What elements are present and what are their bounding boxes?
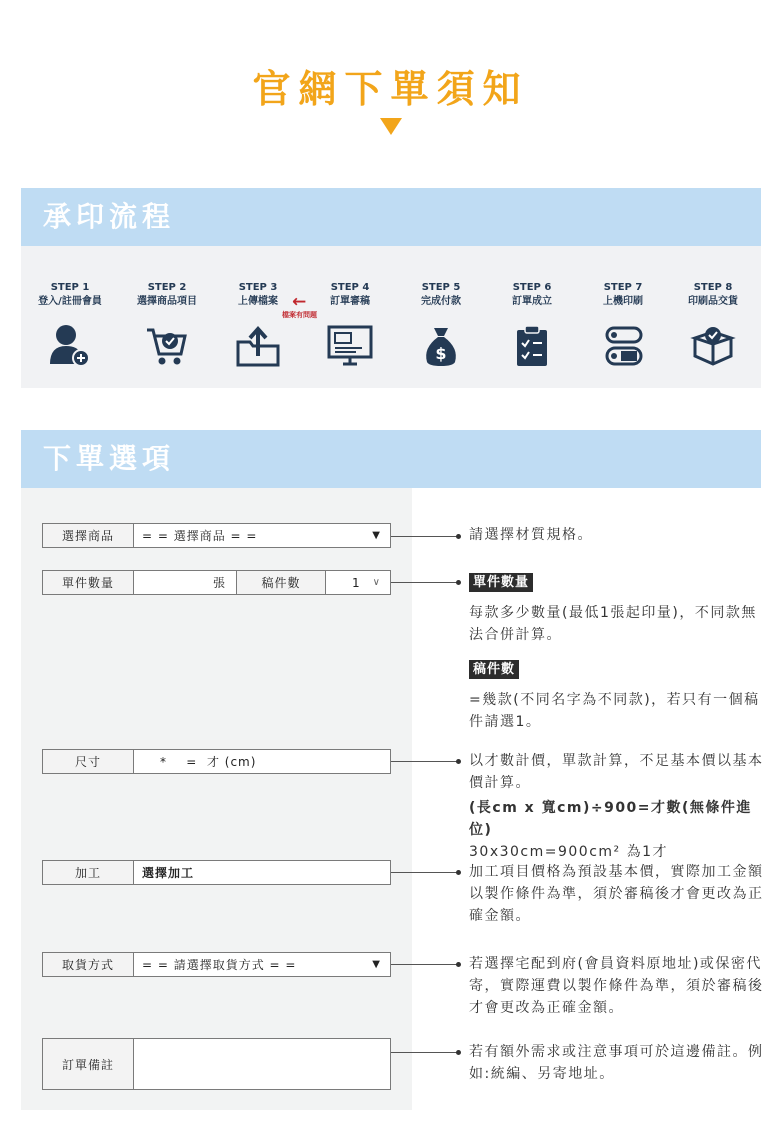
material-note: 請選擇材質規格。 xyxy=(469,527,593,543)
material-label: 選擇商品 xyxy=(43,524,134,547)
count-select[interactable] xyxy=(326,571,390,594)
processing-select[interactable] xyxy=(42,860,391,885)
size-note: 以才數計價，單款計算，不足基本價以基本價計算。 (長cm x 寬cm)÷900=才數(無條件進位) 30x30cm=900cm² 為1才 xyxy=(469,750,764,863)
chevron-down-icon: ∨ xyxy=(372,577,381,588)
processing-value[interactable]: 選擇加工 xyxy=(142,866,195,880)
user-add-icon xyxy=(46,324,94,368)
size-formula: (長cm x 寬cm)÷900=才數(無條件進位) xyxy=(469,800,752,838)
count-value: 1 xyxy=(352,575,361,590)
clipboard-check-icon xyxy=(508,324,556,368)
delivery-label: 取貨方式 xyxy=(43,953,134,976)
size-row xyxy=(42,749,391,774)
step-5: STEP 5 完成付款 $ xyxy=(395,282,487,368)
quantity-note xyxy=(469,571,764,733)
size-label: 尺寸 xyxy=(43,750,134,773)
options-heading: 下單選項 xyxy=(21,430,761,488)
back-arrow-icon: ← xyxy=(292,292,307,312)
cart-check-icon xyxy=(143,324,191,368)
step-1: STEP 1 登入/註冊會員 xyxy=(24,282,116,368)
step-8: STEP 8 印刷品交貨 xyxy=(667,282,759,368)
processing-note: 加工項目價格為預設基本價，實際加工金額以製作條件為準，須於審稿後才會更改為正確金額。 xyxy=(469,864,764,924)
quantity-tag: 單件數量 xyxy=(469,573,533,592)
step-3: STEP 3 上傳檔案 xyxy=(212,282,304,368)
quantity-unit: 張 xyxy=(212,576,226,590)
material-value: = = 選擇商品 = = xyxy=(142,529,258,543)
quantity-desc: 每款多少數量(最低1張起印量)，不同款無法合併計算。 xyxy=(469,605,757,643)
down-arrow-icon xyxy=(380,118,402,135)
step-4: STEP 4 訂單審稿 xyxy=(304,282,396,368)
size-input[interactable]: * = 才 (cm) xyxy=(160,755,257,769)
delivery-select[interactable] xyxy=(42,952,391,977)
box-delivery-icon xyxy=(689,324,737,368)
delivery-note: 若選擇宅配到府(會員資料原地址)或保密代寄，實際運費以製作條件為準，須於審稿後才會更改為正確金額。 xyxy=(469,956,764,1016)
step-2: STEP 2 選擇商品項目 xyxy=(121,282,213,368)
money-bag-icon xyxy=(417,324,465,368)
quantity-row xyxy=(42,570,391,595)
dropdown-caret-icon: ▼ xyxy=(372,959,381,970)
material-select[interactable] xyxy=(42,523,391,548)
process-heading: 承印流程 xyxy=(21,188,761,246)
remark-note: 若有額外需求或注意事項可於這邊備註。例如:統編、另寄地址。 xyxy=(469,1044,764,1082)
count-tag: 稿件數 xyxy=(469,660,519,679)
dropdown-caret-icon: ▼ xyxy=(372,530,381,541)
quantity-input[interactable] xyxy=(134,571,237,594)
upload-folder-icon xyxy=(234,324,282,368)
printer-roll-icon xyxy=(599,324,647,368)
monitor-review-icon xyxy=(326,324,374,368)
size-example: 30x30cm=900cm² 為1才 xyxy=(469,844,669,860)
remark-row xyxy=(42,1038,391,1090)
step-7: STEP 7 上機印刷 xyxy=(577,282,669,368)
remark-textarea[interactable] xyxy=(134,1039,390,1089)
quantity-label: 單件數量 xyxy=(43,571,134,594)
back-note: 檔案有問題 xyxy=(282,311,317,319)
count-label: 稿件數 xyxy=(237,571,326,594)
count-desc: =幾款(不同名字為不同款)，若只有一個稿件請選1。 xyxy=(469,692,760,730)
step-6: STEP 6 訂單成立 xyxy=(486,282,578,368)
delivery-value: = = 請選擇取貨方式 = = xyxy=(142,958,297,972)
remark-label: 訂單備註 xyxy=(43,1039,134,1089)
page-title: 官網下單須知 xyxy=(252,67,529,111)
svg-text:$: $ xyxy=(435,344,447,363)
processing-label: 加工 xyxy=(43,861,134,884)
